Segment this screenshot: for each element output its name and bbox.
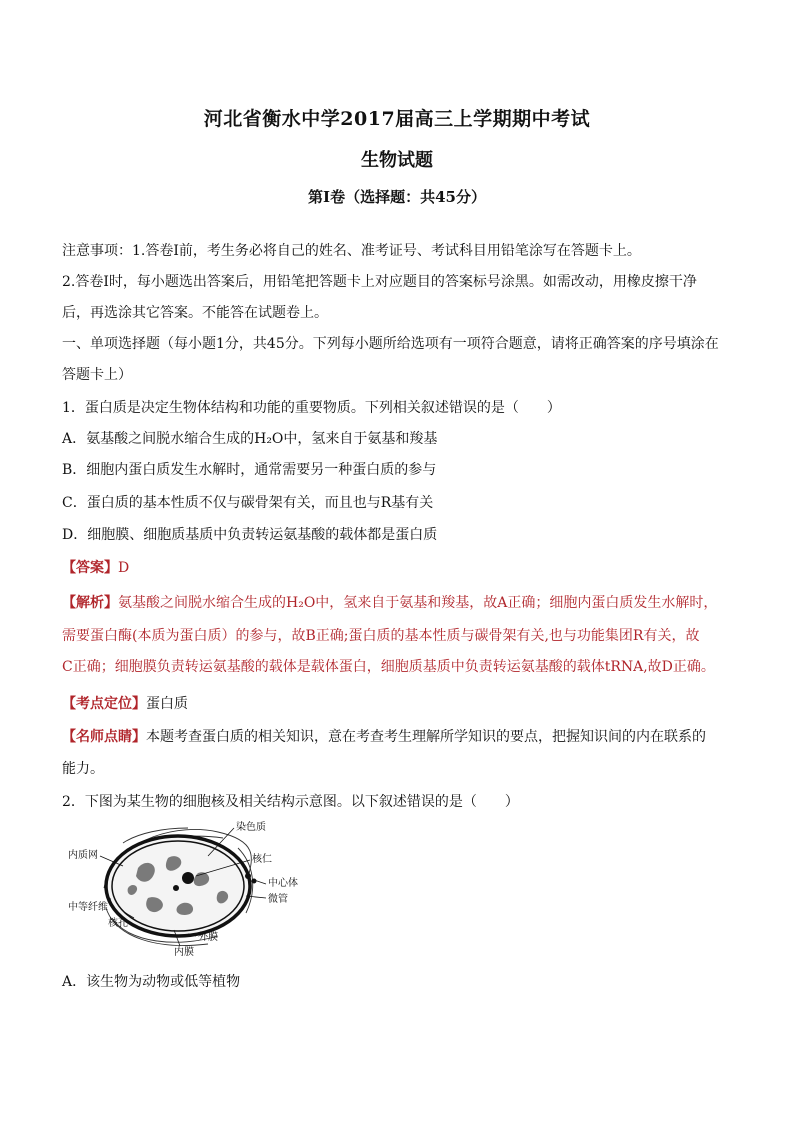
label-inner-membrane: 内膜	[174, 947, 194, 958]
kp-tag: 【考点定位】	[62, 696, 146, 712]
answer-value: D	[118, 560, 130, 576]
tip-text-1: 本题考查蛋白质的相关知识，意在考查考生理解所学知识的要点，把握知识间的内在联系的	[146, 729, 706, 745]
nucleolus-dot-small	[173, 885, 179, 891]
label-nucleolus: 核仁	[252, 854, 272, 865]
analysis-text-1: 氨基酸之间脱水缩合生成的H₂O中，氢来自于氨基和羧基，故A正确；细胞内蛋白质发生水解时，	[118, 595, 718, 611]
q1-analysis-line-1	[62, 593, 734, 613]
q1-option-d: D．细胞膜、细胞质基质中负责转运氨基酸的载体都是蛋白质	[62, 527, 438, 543]
q1-knowledge-point	[62, 694, 734, 714]
q1-stem: 1．蛋白质是决定生物体结构和功能的重要物质。下列相关叙述错误的是（ ）	[62, 400, 561, 416]
kp-value: 蛋白质	[146, 696, 188, 712]
instructions-line-1: 一、单项选择题（每小题1分，共45分。下列每小题所给选项有一项符合题意，请将正确答案的序号填涂在	[62, 336, 719, 352]
q1-option-b: B．细胞内蛋白质发生水解时，通常需要另一种蛋白质的参与	[62, 462, 437, 478]
instructions-line-2: 答题卡上）	[62, 367, 132, 383]
q1-answer	[62, 558, 734, 578]
q1-tip-line-1	[62, 727, 734, 747]
label-filament: 中等纤维	[68, 902, 108, 913]
q1-analysis-line-3: C正确；细胞膜负责转运氨基酸的载体是载体蛋白，细胞质基质中负责转运氨基酸的载体tRNA,故D正确。	[62, 659, 715, 675]
q1-option-a: A．氨基酸之间脱水缩合生成的H₂O中，氢来自于氨基和羧基	[62, 431, 438, 447]
q1-analysis-line-2: 需要蛋白酶(本质为蛋白质）的参与，故B正确;蛋白质的基本性质与碳骨架有关,也与功能集团R有关，故	[62, 628, 700, 644]
label-pore: 核孔	[108, 918, 128, 929]
exam-title: 河北省衡水中学2017届高三上学期期中考试	[203, 108, 591, 130]
q1-tip-line-2: 能力。	[62, 761, 104, 777]
tip-tag: 【名师点睛】	[62, 729, 146, 745]
analysis-tag: 【解析】	[62, 595, 118, 611]
q2-stem: 2．下图为某生物的细胞核及相关结构示意图。以下叙述错误的是（ ）	[62, 794, 519, 810]
answer-tag: 【答案】	[62, 560, 118, 576]
label-er: 内质网	[68, 850, 98, 861]
label-microtubule: 微管	[268, 894, 288, 905]
nucleus-diagram	[68, 818, 318, 958]
label-chromatin: 染色质	[236, 822, 266, 833]
notes-line-1: 注意事项：1.答卷Ⅰ前，考生务必将自己的姓名、准考证号、考试科目用铅笔涂写在答题卡上。	[62, 243, 641, 259]
notes-line-2: 2.答卷Ⅰ时，每小题选出答案后，用铅笔把答题卡上对应题目的答案标号涂黑。如需改动，用橡皮擦干净	[62, 274, 697, 290]
notes-line-3: 后，再选涂其它答案。不能答在试题卷上。	[62, 305, 328, 321]
subject-title: 生物试题	[361, 150, 433, 171]
q2-option-a: A．该生物为动物或低等植物	[62, 974, 241, 990]
label-outer-membrane: 外膜	[198, 932, 218, 943]
q1-option-c: C．蛋白质的基本性质不仅与碳骨架有关，而且也与R基有关	[62, 495, 434, 511]
section-title: 第Ⅰ卷（选择题：共45分）	[308, 188, 486, 206]
nucleolus-dot	[182, 872, 194, 884]
label-centrosome: 中心体	[268, 878, 298, 889]
